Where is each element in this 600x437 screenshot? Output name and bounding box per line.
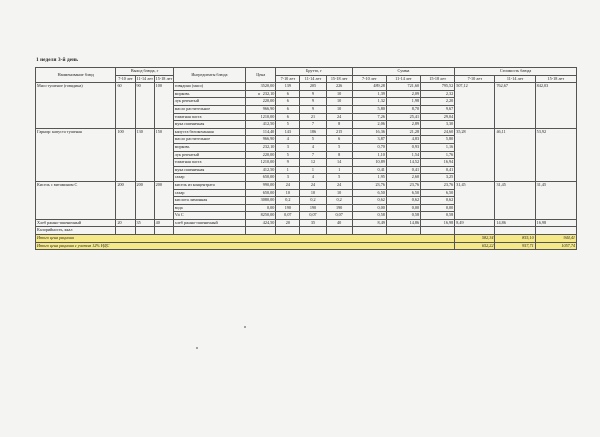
empty-cell	[421, 227, 455, 235]
gross-weight: 9	[300, 98, 326, 106]
ingredient-sum: 1,98	[386, 98, 420, 106]
dish-output: 200	[135, 181, 154, 219]
empty-cell	[326, 227, 352, 235]
gross-weight: 6	[276, 90, 300, 98]
ingredient-sum: 3,87	[352, 136, 386, 144]
dish-output: 200	[154, 181, 173, 219]
ingredient-name: томатная паста	[173, 113, 245, 121]
empty-cell	[173, 227, 245, 235]
ingredient-price: 990,00	[246, 181, 276, 189]
total-value: 944,41	[535, 235, 576, 243]
gross-weight: 10	[326, 189, 352, 197]
ingredient-sum: 3,25	[421, 174, 455, 182]
ingredient-sum: 1,16	[421, 143, 455, 151]
ingredient-sum: 9,67	[421, 105, 455, 113]
table-row	[36, 83, 577, 91]
ingredient-sum: 0,58	[421, 212, 455, 220]
age-header: 11-14 лет	[300, 75, 326, 83]
age-header: 7-10 лет	[455, 75, 495, 83]
ingredient-sum: 6,50	[421, 189, 455, 197]
ingredient-name: масло растительное	[173, 105, 245, 113]
gross-weight: 205	[300, 83, 326, 91]
gross-weight: 0,2	[300, 197, 326, 205]
ingredient-sum: 6,50	[352, 189, 386, 197]
ingredient-sum: 0,62	[352, 197, 386, 205]
dish-cost: 31,45	[455, 181, 495, 219]
gross-weight: 20	[276, 219, 300, 227]
ingredient-sum: 0,62	[421, 197, 455, 205]
ingredient-sum: 2,60	[386, 174, 420, 182]
header-dish: Наименование блюд	[36, 68, 116, 83]
dish-output: 200	[116, 181, 135, 219]
ingredient-price: 424,50	[246, 219, 276, 227]
age-header: 11-14 лет	[135, 75, 154, 83]
ingredient-sum: 8,49	[352, 219, 386, 227]
table-header	[36, 68, 577, 83]
gross-weight: 3	[276, 143, 300, 151]
ingredient-price: 0,00	[246, 204, 276, 212]
ingredient-name: хлеб ржано-пшеничный	[173, 219, 245, 227]
gross-weight: 24	[276, 181, 300, 189]
empty-cell	[535, 227, 576, 235]
ingredient-price: 1210,00	[246, 113, 276, 121]
gross-weight: 186	[300, 128, 326, 136]
ingredient-name: сахар	[173, 174, 245, 182]
gross-weight: 10	[326, 90, 352, 98]
empty-cell	[154, 227, 173, 235]
ingredient-sum: 5,80	[421, 136, 455, 144]
ingredient-sum: 21,28	[386, 128, 420, 136]
ingredient-name: томатная паста	[173, 159, 245, 167]
gross-weight: 1	[276, 166, 300, 174]
gross-weight: 215	[326, 128, 352, 136]
ingredient-sum: 721,60	[386, 83, 420, 91]
gross-weight: 190	[326, 204, 352, 212]
dish-cost: 31,45	[535, 181, 576, 219]
age-header: 7-10 лет	[116, 75, 135, 83]
dish-output: 20	[116, 219, 135, 227]
age-header: 15-18 лет	[535, 75, 576, 83]
empty-cell	[276, 227, 300, 235]
dish-output: 100	[154, 83, 173, 129]
ingredient-sum: 14,52	[386, 159, 420, 167]
ingredient-price: 650,00	[246, 189, 276, 197]
ingredient-sum: 1,54	[386, 151, 420, 159]
age-header: 15-18 лет	[154, 75, 173, 83]
ingredient-sum: 8,70	[386, 105, 420, 113]
gross-weight: 0,07	[276, 212, 300, 220]
gross-weight: 6	[326, 136, 352, 144]
gross-weight: 8	[326, 121, 352, 129]
dish-name: Мясо тушеное (говядина)	[36, 83, 116, 129]
gross-weight: 7	[300, 121, 326, 129]
ingredient-name: сахар	[173, 189, 245, 197]
ingredient-name: капуста белокочанная	[173, 128, 245, 136]
ingredient-sum: 0,41	[386, 166, 420, 174]
scan-speck	[244, 326, 246, 328]
ingredient-sum: 16,98	[421, 219, 455, 227]
gross-weight: 3	[276, 174, 300, 182]
ingredient-price: 232,10	[246, 90, 276, 98]
gross-weight: 0,07	[300, 212, 326, 220]
dish-output: 90	[135, 83, 154, 129]
dish-cost: 53,92	[535, 128, 576, 181]
gross-weight: 40	[326, 219, 352, 227]
ingredient-sum: 0,62	[386, 197, 420, 205]
ingredient-name: морковь	[173, 143, 245, 151]
gross-weight: 4	[300, 174, 326, 182]
table-body	[36, 83, 577, 250]
gross-weight: 5	[276, 151, 300, 159]
total-label: Итого цена рациона с учетом 12% НДС	[36, 242, 455, 250]
dish-cost: 35,28	[455, 128, 495, 181]
gross-weight: 1	[326, 166, 352, 174]
ingredient-sum: 16,36	[352, 128, 386, 136]
dish-cost: 14,86	[495, 219, 535, 227]
ingredient-name: кислота лимонная	[173, 197, 245, 205]
empty-cell	[246, 227, 276, 235]
dish-name: Кисель с витамином С	[36, 181, 116, 219]
ingredient-sum: 16,94	[421, 159, 455, 167]
ingredient-sum: 23,76	[386, 181, 420, 189]
ingredient-price: 966,90	[246, 105, 276, 113]
empty-cell	[116, 227, 135, 235]
gross-weight: 6	[276, 98, 300, 106]
gross-weight: 7	[300, 151, 326, 159]
header-gross: Брутто, г	[276, 68, 352, 76]
scan-speck	[196, 347, 198, 349]
dish-output: 150	[154, 128, 173, 181]
page-title: 1 неделя 3-й день	[36, 57, 79, 63]
ingredient-sum: 23,76	[352, 181, 386, 189]
ingredient-name: кисель из концентрата	[173, 181, 245, 189]
gross-weight: 226	[326, 83, 352, 91]
ingredient-sum: 0,00	[386, 204, 420, 212]
gross-weight: 5	[326, 174, 352, 182]
gross-weight: 10	[326, 105, 352, 113]
dish-output: 60	[116, 83, 135, 129]
ingredient-sum: 10,89	[352, 159, 386, 167]
gross-weight: 190	[300, 204, 326, 212]
empty-cell	[495, 227, 535, 235]
age-header: 7-10 лет	[276, 75, 300, 83]
total-label: Итого цена рациона	[36, 235, 455, 243]
total-value: 1057,74	[535, 242, 576, 250]
gross-weight: 9	[276, 159, 300, 167]
gross-weight: 0,2	[276, 197, 300, 205]
ingredient-name: мука пшеничная	[173, 121, 245, 129]
gross-weight: 190	[276, 204, 300, 212]
ingredient-sum: 0,58	[352, 212, 386, 220]
total-row	[36, 242, 577, 250]
gross-weight: 4	[300, 143, 326, 151]
dish-output: 40	[154, 219, 173, 227]
dish-cost: 46,11	[495, 128, 535, 181]
gross-weight: 143	[276, 128, 300, 136]
ingredient-sum: 489,28	[352, 83, 386, 91]
ingredient-sum: 0,58	[386, 212, 420, 220]
empty-cell	[135, 227, 154, 235]
ingredient-sum: 24,60	[421, 128, 455, 136]
ingredient-sum: 7,26	[352, 113, 386, 121]
ingredient-price: 3080,00	[246, 197, 276, 205]
gross-weight: 6	[276, 113, 300, 121]
ingredient-price: 412,50	[246, 166, 276, 174]
gross-weight: 35	[300, 219, 326, 227]
menu-cost-table	[35, 67, 577, 250]
gross-weight: 5	[300, 136, 326, 144]
dish-output: 35	[135, 219, 154, 227]
gross-weight: 139	[276, 83, 300, 91]
ingredient-sum: 1,39	[352, 90, 386, 98]
gross-weight: 8	[326, 151, 352, 159]
ingredient-sum: 795,52	[421, 83, 455, 91]
gross-weight: 0,07	[326, 212, 352, 220]
ingredient-sum: 1,32	[352, 98, 386, 106]
total-value: 652,22	[455, 242, 495, 250]
gross-weight: 12	[300, 159, 326, 167]
dish-cost: 762,67	[495, 83, 535, 129]
header-sum: Сумма	[352, 68, 455, 76]
ingredient-price: 220,00	[246, 98, 276, 106]
ingredient-name: говядина (мясо)	[173, 83, 245, 91]
gross-weight: 24	[326, 181, 352, 189]
ingredient-sum: 0,00	[352, 204, 386, 212]
ingredient-sum: 2,06	[352, 121, 386, 129]
ingredient-sum: 6,50	[386, 189, 420, 197]
dish-output: 100	[116, 128, 135, 181]
calories-label: Калорийность, ккал	[36, 227, 116, 235]
dish-name: Гарнир: капуста тушеная	[36, 128, 116, 181]
ingredient-sum: 0,41	[352, 166, 386, 174]
ingredient-name: мука пшеничная	[173, 166, 245, 174]
ingredient-name: Vit C	[173, 212, 245, 220]
total-value: 582,34	[455, 235, 495, 243]
gross-weight: 0,2	[326, 197, 352, 205]
ingredient-sum: 2,32	[421, 90, 455, 98]
ingredient-sum: 0,70	[352, 143, 386, 151]
ingredient-sum: 25,41	[386, 113, 420, 121]
ingredient-sum: 0,00	[421, 204, 455, 212]
gross-weight: 5	[326, 143, 352, 151]
ingredient-sum: 1,10	[352, 151, 386, 159]
ingredient-name: вода	[173, 204, 245, 212]
header-output: Выход блюда, г	[116, 68, 173, 76]
dish-cost: 507,12	[455, 83, 495, 129]
header-cost: Стоимость блюда	[455, 68, 577, 76]
ingredient-price: 114,40	[246, 128, 276, 136]
empty-cell	[352, 227, 386, 235]
ingredient-price: 8250,00	[246, 212, 276, 220]
ingredient-sum: 2,09	[386, 90, 420, 98]
dish-cost: 8,49	[455, 219, 495, 227]
ingredient-name: лук репчатый	[173, 151, 245, 159]
ingredient-sum: 5,80	[352, 105, 386, 113]
calories-row	[36, 227, 577, 235]
ingredient-sum: 2,89	[386, 121, 420, 129]
empty-cell	[300, 227, 326, 235]
ingredient-price: 412,50	[246, 121, 276, 129]
ingredient-sum: 4,83	[386, 136, 420, 144]
gross-weight: 5	[276, 121, 300, 129]
dish-output: 130	[135, 128, 154, 181]
gross-weight: 10	[276, 189, 300, 197]
empty-cell	[455, 227, 495, 235]
gross-weight: 24	[326, 113, 352, 121]
ingredient-name: морковь	[173, 90, 245, 98]
ingredient-price: 650,00	[246, 174, 276, 182]
ingredient-sum: 14,86	[386, 219, 420, 227]
ingredient-price: 1210,00	[246, 159, 276, 167]
age-header: 11-14 лет	[495, 75, 535, 83]
empty-cell	[386, 227, 420, 235]
ingredient-sum: 2,20	[421, 98, 455, 106]
ingredient-price: 232,10	[246, 143, 276, 151]
gross-weight: 21	[300, 113, 326, 121]
total-value: 957,71	[495, 242, 535, 250]
age-header: 15-18 лет	[326, 75, 352, 83]
ingredient-sum: 23,76	[421, 181, 455, 189]
gross-weight: 10	[300, 189, 326, 197]
ingredient-sum: 3,30	[421, 121, 455, 129]
gross-weight: 4	[276, 136, 300, 144]
ingredient-price: 3520,00	[246, 83, 276, 91]
gross-weight: 10	[326, 98, 352, 106]
gross-weight: 9	[300, 90, 326, 98]
table-row	[36, 219, 577, 227]
table-row	[36, 181, 577, 189]
ingredient-sum: 1,95	[352, 174, 386, 182]
ingredient-name: масло растительное	[173, 136, 245, 144]
header-price: Цена	[246, 68, 276, 83]
dish-cost: 31,45	[495, 181, 535, 219]
dish-cost: 16,98	[535, 219, 576, 227]
dish-cost: 842,03	[535, 83, 576, 129]
age-header: 11-14 лет	[386, 75, 420, 83]
total-row	[36, 235, 577, 243]
ingredient-sum: 0,41	[421, 166, 455, 174]
header-ingredients: Ингредиенты блюда	[173, 68, 245, 83]
ingredient-name: лук репчатый	[173, 98, 245, 106]
gross-weight: 14	[326, 159, 352, 167]
ingredient-sum: 1,76	[421, 151, 455, 159]
ingredient-price: 220,00	[246, 151, 276, 159]
table-row	[36, 128, 577, 136]
ingredient-sum: 29,04	[421, 113, 455, 121]
total-value: 855,10	[495, 235, 535, 243]
gross-weight: 6	[276, 105, 300, 113]
gross-weight: 24	[300, 181, 326, 189]
ingredient-sum: 0,93	[386, 143, 420, 151]
ingredient-price: 966,90	[246, 136, 276, 144]
age-header: 15-18 лет	[421, 75, 455, 83]
gross-weight: 1	[300, 166, 326, 174]
age-header: 7-10 лет	[352, 75, 386, 83]
dish-name: Хлеб ржано-пшеничный	[36, 219, 116, 227]
gross-weight: 9	[300, 105, 326, 113]
